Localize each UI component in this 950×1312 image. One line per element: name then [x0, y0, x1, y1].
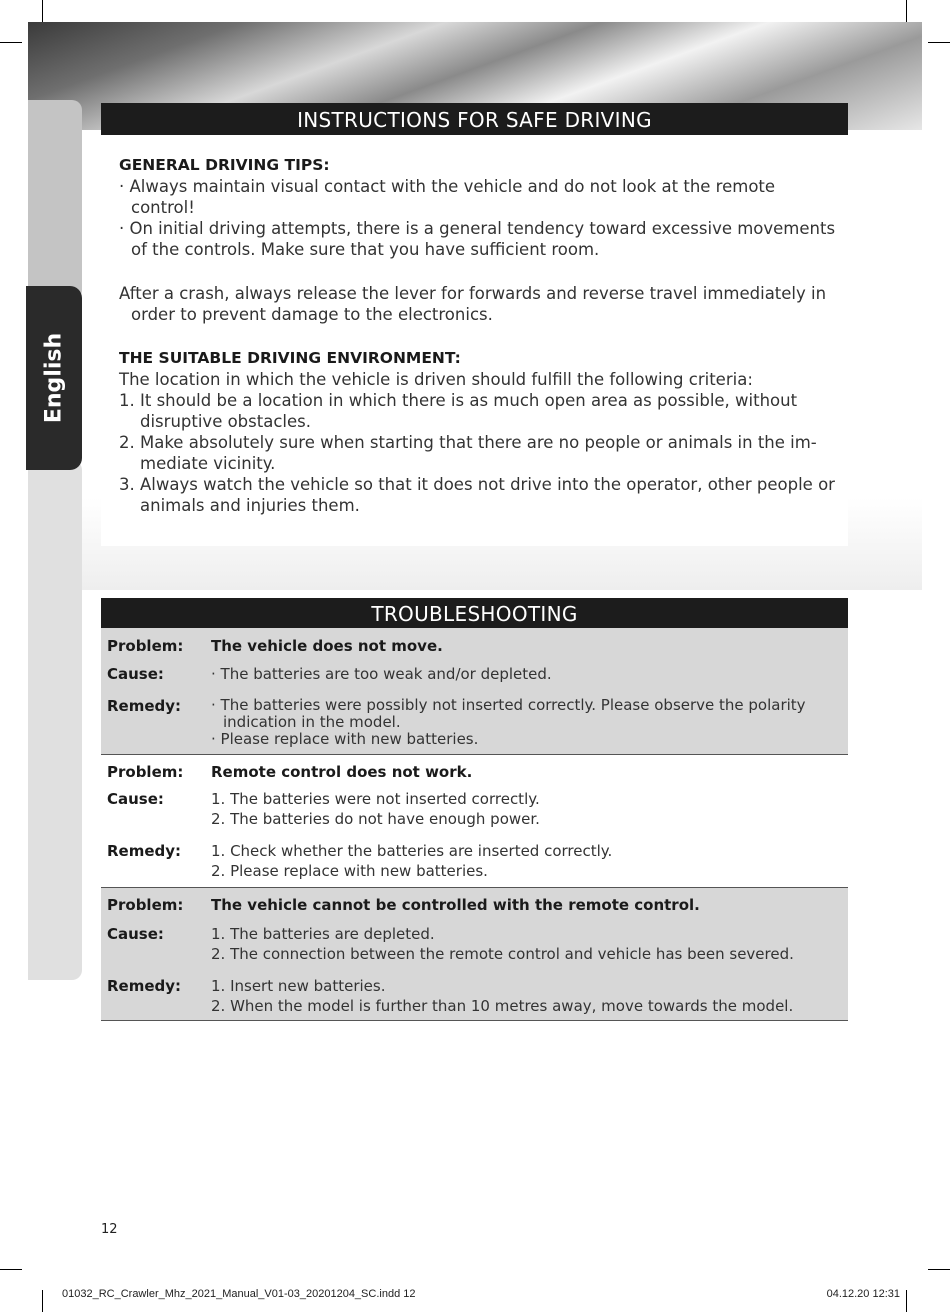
section-header: INSTRUCTIONS FOR SAFE DRIVING: [101, 103, 848, 135]
cause-label: Cause:: [107, 665, 164, 683]
troubleshooting-item: [101, 888, 848, 1020]
slug-filename: 01032_RC_Crawler_Mhz_2021_Manual_V01-03_20201204_SC.indd 12: [62, 1288, 416, 1300]
criteria-item: 3. Always watch the vehicle so that it does not drive into the operator, other people or animals and injuries them.: [119, 475, 835, 515]
remedy-text: 1. Check whether the batteries are inserted correctly.: [211, 842, 613, 860]
remedy-label: Remedy:: [107, 842, 182, 860]
remedy-text: 1. Insert new batteries.: [211, 977, 386, 995]
remedy-label: Remedy:: [107, 697, 182, 715]
section-header: TROUBLESHOOTING: [101, 598, 848, 628]
language-tab: [26, 286, 82, 470]
troubleshooting-section: [101, 598, 848, 1021]
cause-text: 1. The batteries are depleted.: [211, 925, 435, 943]
problem-text: The vehicle cannot be controlled with the remote control.: [211, 896, 700, 914]
cause-label: Cause:: [107, 790, 164, 808]
slug-date: 04.12.20 12:31: [826, 1288, 900, 1300]
safe-driving-section: [101, 103, 848, 546]
problem-label: Problem:: [107, 763, 184, 781]
crop-mark: [0, 1269, 22, 1270]
cause-text: · The batteries are too weak and/or depleted.: [211, 665, 552, 683]
remedy-text: · The batteries were possibly not inserted correctly. Please observe the polarity indication in the model.: [211, 696, 806, 731]
crop-mark: [0, 42, 22, 43]
crop-mark: [906, 0, 907, 22]
criteria-item: 1. It should be a location in which there is as much open area as possible, without disruptive obstacles.: [119, 391, 798, 431]
language-tab-label: English: [41, 332, 67, 424]
crop-mark: [42, 1290, 43, 1312]
cause-text: 2. The batteries do not have enough power.: [211, 810, 540, 828]
troubleshooting-item: [101, 755, 848, 887]
problem-label: Problem:: [107, 637, 184, 655]
remedy-text: 2. Please replace with new batteries.: [211, 862, 488, 880]
side-tab-decoration: [28, 100, 82, 300]
side-tab-decoration-lower: [28, 460, 82, 980]
crash-note: After a crash, always release the lever for forwards and reverse travel immediately in order to prevent damage to the electronics.: [119, 284, 827, 324]
environment-title: THE SUITABLE DRIVING ENVIRONMENT:: [119, 349, 461, 367]
crop-mark: [42, 0, 43, 22]
cause-text: 2. The connection between the remote control and vehicle has been severed.: [211, 945, 794, 963]
problem-label: Problem:: [107, 896, 184, 914]
general-tips-title: GENERAL DRIVING TIPS:: [119, 156, 330, 174]
environment-intro: The location in which the vehicle is driven should fulfill the following criteria:: [119, 370, 753, 389]
remedy-text: · Please replace with new batteries.: [211, 730, 479, 748]
troubleshooting-item: [101, 628, 848, 754]
crop-mark: [906, 1290, 907, 1312]
criteria-item: 2. Make absolutely sure when starting that there are no people or animals in the im-mediate vicinity.: [119, 433, 817, 473]
crop-mark: [928, 1269, 950, 1270]
problem-text: The vehicle does not move.: [211, 637, 443, 655]
cause-label: Cause:: [107, 925, 164, 943]
crop-mark: [928, 42, 950, 43]
cause-text: 1. The batteries were not inserted correctly.: [211, 790, 540, 808]
problem-text: Remote control does not work.: [211, 763, 473, 781]
tip-item: · On initial driving attempts, there is a general tendency toward excessive movements of the controls. Make sure that you have sufficient room.: [119, 219, 836, 259]
remedy-text: 2. When the model is further than 10 metres away, move towards the model.: [211, 997, 794, 1015]
tip-item: · Always maintain visual contact with the vehicle and do not look at the remote control!: [119, 177, 776, 217]
remedy-label: Remedy:: [107, 977, 182, 995]
page-number: 12: [101, 1222, 118, 1237]
